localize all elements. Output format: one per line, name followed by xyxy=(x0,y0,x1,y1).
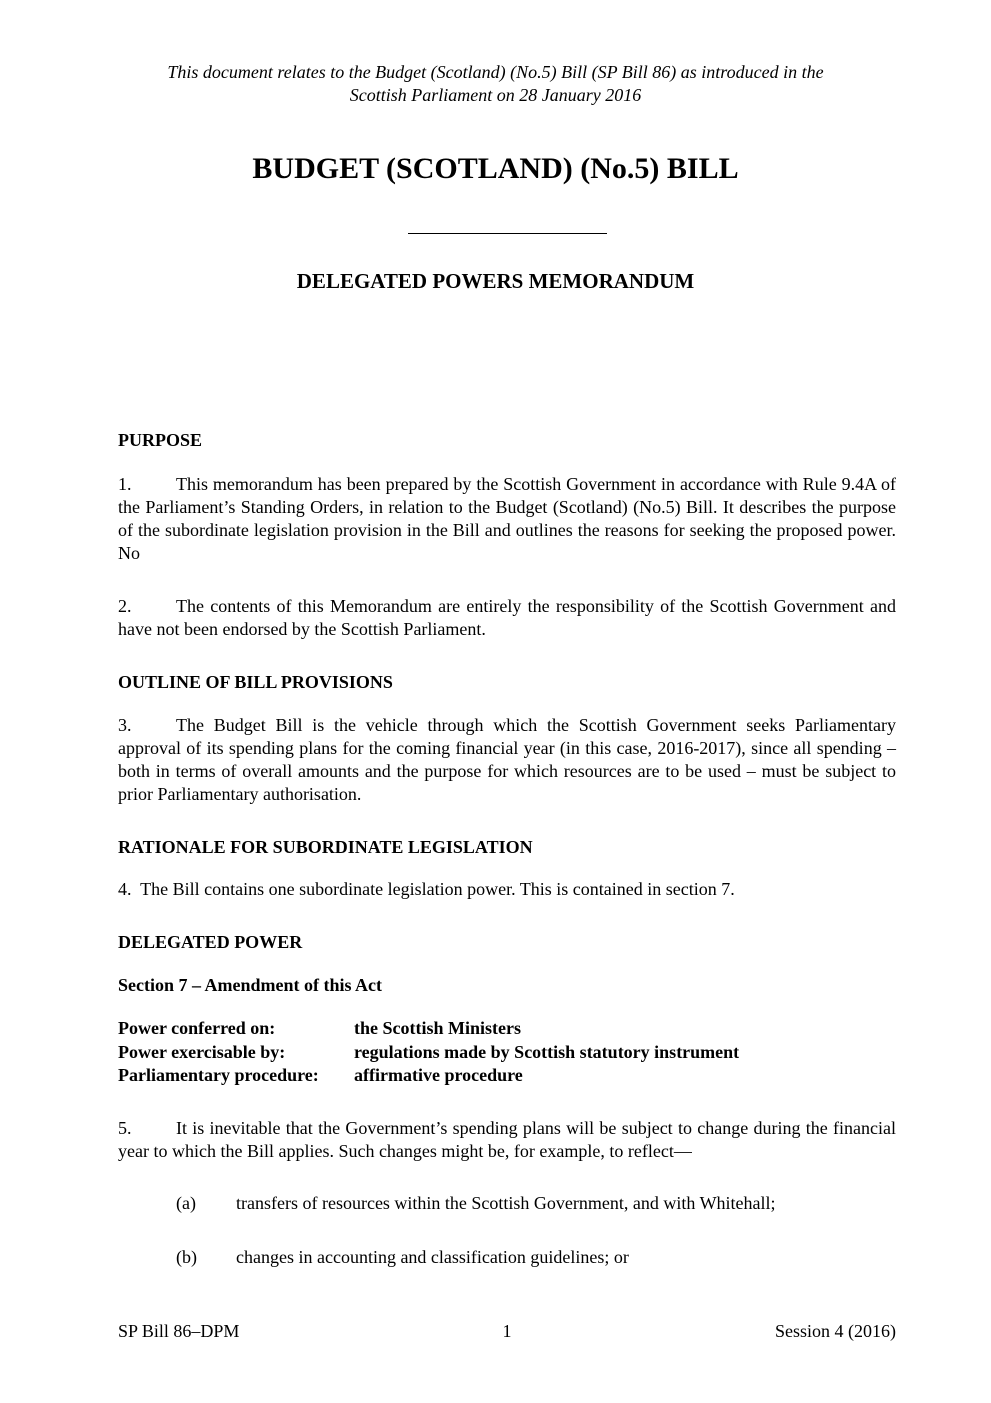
power-value: regulations made by Scottish statutory instrument xyxy=(354,1041,740,1062)
list-text: transfers of resources within the Scottish Government, and with Whitehall; xyxy=(236,1193,776,1213)
paragraph-number: 3. xyxy=(118,715,132,735)
paragraph-text: The contents of this Memorandum are entirely the responsibility of the Scottish Government and have not been endorsed by the Scottish Parliament. xyxy=(118,596,896,639)
paragraph-3 xyxy=(118,714,896,806)
power-table-row xyxy=(118,1064,896,1088)
title-divider xyxy=(408,233,607,234)
power-table-row xyxy=(118,1017,896,1041)
page-title: BUDGET (SCOTLAND) (No.5) BILL xyxy=(252,152,739,185)
list-text: changes in accounting and classification guidelines; or xyxy=(236,1247,629,1267)
power-label: Parliamentary procedure: xyxy=(118,1065,319,1085)
heading-purpose: PURPOSE xyxy=(118,430,203,450)
footer-bill-ref: SP Bill 86–DPM xyxy=(118,1321,240,1341)
paragraph-1 xyxy=(118,473,896,565)
paragraph-5 xyxy=(118,1117,896,1163)
page-subtitle: DELEGATED POWERS MEMORANDUM xyxy=(296,269,695,293)
footer-session: Session 4 (2016) xyxy=(774,1321,896,1341)
paragraph-number: 2. xyxy=(118,596,132,616)
list-item xyxy=(176,1246,629,1269)
list-marker: (b) xyxy=(176,1247,197,1267)
header-note-line: Scottish Parliament on 28 January 2016 xyxy=(349,85,642,105)
header-note-line: This document relates to the Budget (Scotland) (No.5) Bill (SP Bill 86) as introduced in the xyxy=(167,62,824,82)
header-note xyxy=(0,61,991,107)
footer-page-number: 1 xyxy=(502,1321,512,1341)
section-7-heading: Section 7 – Amendment of this Act xyxy=(118,975,382,995)
page-footer xyxy=(118,1321,896,1342)
power-value: affirmative procedure xyxy=(354,1065,523,1085)
power-table-row xyxy=(118,1041,896,1065)
power-label: Power exercisable by: xyxy=(118,1041,286,1062)
list-marker: (a) xyxy=(176,1193,196,1213)
paragraph-4: 4. The Bill contains one subordinate legislation power. This is contained in section 7. xyxy=(118,879,735,899)
paragraph-text: It is inevitable that the Government’s spending plans will be subject to change during the financial year to which the Bill applies. Such changes might be, for example, to reflect— xyxy=(118,1118,896,1161)
paragraph-text: The Budget Bill is the vehicle through which the Scottish Government seeks Parliamentary approval of its spending plans for the coming financial year (in this case, 2016-2017), since all spending – both in terms of overall amounts and the purpose for which resources are to be used – must be subject to prior Parliamentary authorisation. xyxy=(118,715,896,804)
heading-delegated-power: DELEGATED POWER xyxy=(118,932,303,952)
paragraph-2 xyxy=(118,595,896,641)
power-value: the Scottish Ministers xyxy=(354,1018,521,1038)
heading-rationale: RATIONALE FOR SUBORDINATE LEGISLATION xyxy=(118,837,533,857)
paragraph-number: 5. xyxy=(118,1118,132,1138)
power-label: Power conferred on: xyxy=(118,1018,276,1038)
heading-outline: OUTLINE OF BILL PROVISIONS xyxy=(118,672,393,692)
list-item xyxy=(176,1192,776,1215)
power-table xyxy=(118,1017,896,1088)
paragraph-number: 1. xyxy=(118,474,132,494)
paragraph-text: This memorandum has been prepared by the Scottish Government in accordance with Rule 9.4A of the Parliament’s Standing Orders, in relation to the Budget (Scotland) (No.5) Bill. It describes the purpose of the subordinate legislation provision in the Bill and outlines the reasons for seeking the proposed power. No xyxy=(118,474,896,563)
